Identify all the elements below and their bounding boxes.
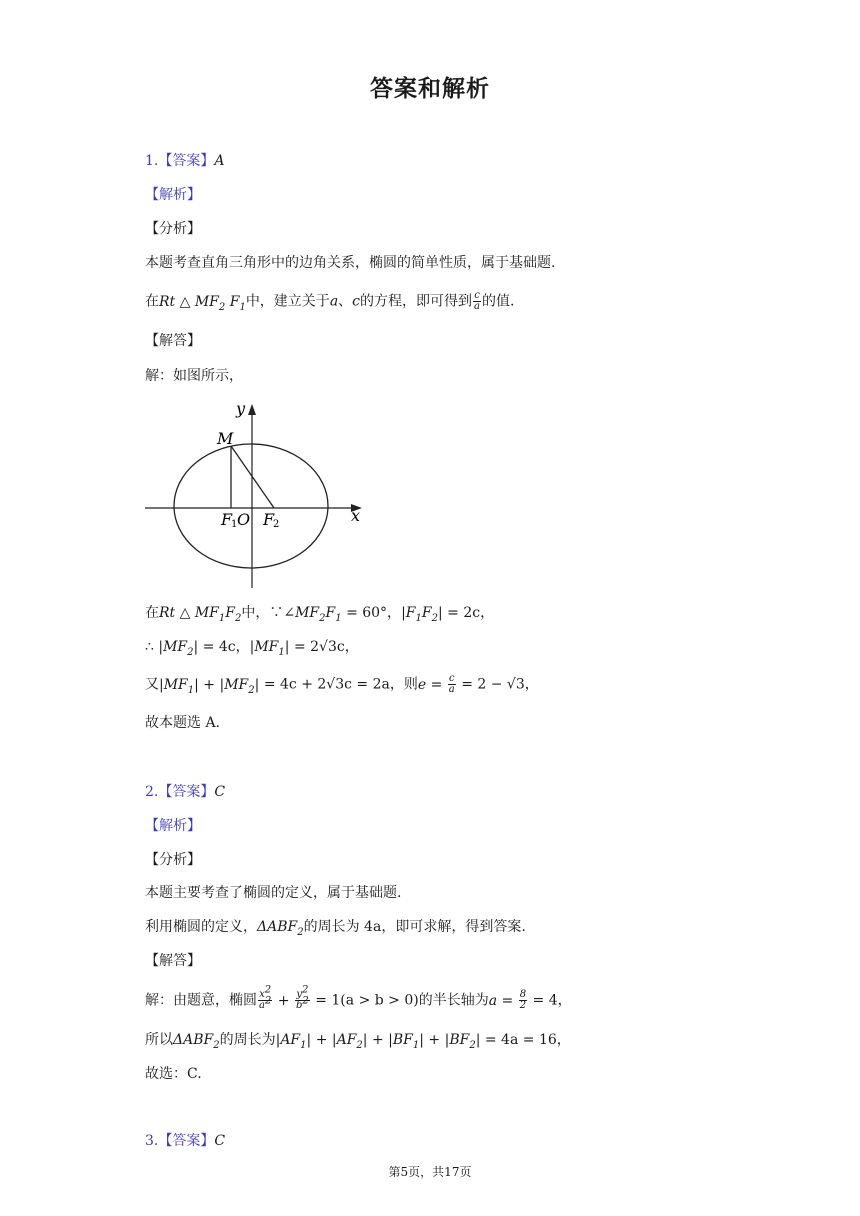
q1-solution-intro: 解：如图所示， [145, 368, 243, 384]
q1-fenxi: 【分析】 [145, 221, 201, 237]
q1-s3-a: 又 [145, 676, 159, 693]
q1-jieda: 【解答】 [145, 333, 201, 349]
M-label: M [217, 429, 234, 448]
q1-step3 [145, 674, 539, 695]
q1-s3-c: = 2 − √3， [461, 676, 539, 693]
q1-s2-c: = 2√3c， [293, 639, 359, 655]
q1-s3-sum: $|MF_1| + |MF_2|$ [159, 676, 264, 696]
q1-step1 [145, 603, 494, 623]
q2-fenxi: 【分析】 [145, 852, 201, 868]
q2-s1-eq: $\frac{x^2}{a^2}$ + $\frac{y^2}{b^2}$ [259, 984, 309, 1011]
q1-step2 [145, 637, 359, 657]
y-axis-arrow [248, 404, 256, 415]
ellipse [174, 444, 328, 568]
q2-s1-c: = 4， [532, 992, 572, 1009]
q1-s1-d: = 2c， [447, 605, 495, 621]
q1-jiexi: 【解析】 [145, 187, 201, 203]
q1-s3-e: e = $\frac{c}{a}$ [417, 673, 455, 695]
q1-s2-b: = 4c， [202, 639, 250, 655]
q2-solution-2 [145, 1030, 571, 1050]
q1-l2-a-var: a [329, 293, 339, 310]
page-footer: 第5页，共17页 [388, 1165, 472, 1179]
q2-solution-1 [145, 984, 572, 1011]
q1-s3-b: = 4c + 2√3c = 2a，则 [263, 676, 418, 693]
q1-s1-b: 中，∵ [241, 605, 284, 621]
q2-s2-tri: $\Delta ABF_2$ [173, 1032, 220, 1051]
q1-l2-triangle: Rt △ $MF_2$ $F_1$ [159, 293, 246, 313]
q2-number: 2. [145, 784, 159, 800]
q2-s2-b: 的周长为 [219, 1032, 276, 1048]
q1-fenxi-text: 本题考查直角三角形中的边角关系，椭圆的简单性质，属于基础题. [145, 255, 556, 271]
q1-s1-tri: Rt △ $MF_1F_2$ [159, 605, 242, 624]
q1-s1-a: 在 [145, 605, 159, 621]
q1-l2-e: 的值. [481, 293, 515, 310]
F1-label: F [221, 510, 233, 529]
q1-l2-fraction: $\frac{c}{a}$ [474, 290, 480, 312]
page-title: 答案和解析 [370, 76, 490, 102]
x-label: x [351, 506, 361, 525]
q1-fenxi-line2 [145, 291, 514, 312]
q1-s2-mf1: $|MF_1|$ [249, 639, 294, 658]
q2-l2-b: 的周长为 4a，即可求解，得到答案. [303, 919, 526, 935]
F2-sub: 2 [273, 519, 280, 530]
q1-s1-c: = 60°， [346, 605, 402, 621]
q1-l2-c-var: c [352, 293, 361, 310]
q2-jiexi: 【解析】 [145, 818, 201, 834]
O-label: O [237, 510, 251, 529]
q2-answer: C [214, 784, 226, 800]
ellipse-figure [140, 396, 380, 596]
q3-answer-line [145, 1131, 225, 1151]
q2-s1-a: 解：由题意，椭圆 [145, 992, 257, 1009]
q1-l2-b: 中，建立关于 [245, 293, 330, 310]
q1-l2-d: 的方程，即可得到 [360, 293, 473, 310]
q2-l2-tri: $\Delta ABF_2$ [257, 919, 304, 938]
F2-label: F [263, 510, 275, 529]
q2-s2-sum: $|AF_1| + |AF_2| + |BF_1| + |BF_2|$ [275, 1032, 485, 1051]
q2-s1-a-eq: a = $\frac{8}{2}$ [488, 989, 527, 1011]
q1-answer-line [145, 151, 224, 171]
q1-answer-tag: 【答案】 [158, 153, 215, 169]
q1-s1-abs: $|F_1F_2|$ [401, 605, 448, 624]
q1-s1-angle: $\angle MF_2F_1$ [283, 605, 342, 624]
y-label: y [236, 399, 246, 418]
q1-number: 1. [145, 153, 159, 169]
q1-l2-c: 、 [338, 293, 353, 310]
q3-answer: C [214, 1133, 226, 1149]
q2-answer-tag: 【答案】 [158, 784, 215, 800]
q1-conclusion: 故本题选 A. [145, 715, 221, 731]
q2-answer-line [145, 782, 225, 802]
q1-l2-a: 在 [145, 293, 159, 310]
q1-answer: A [214, 153, 225, 169]
q1-s2-mf2: $|MF_2|$ [158, 639, 203, 658]
q2-s2-a: 所以 [145, 1032, 173, 1048]
F1-sub: 1 [231, 519, 238, 530]
q3-number: 3. [145, 1133, 159, 1149]
q2-s1-b: = 1(a > b > 0)的半长轴为 [315, 992, 489, 1009]
q3-answer-tag: 【答案】 [158, 1133, 215, 1149]
q2-jieda: 【解答】 [145, 953, 201, 969]
q2-s2-c: = 4a = 16， [484, 1032, 571, 1048]
q1-s2-a: ∴ [145, 639, 154, 655]
q2-fenxi-text: 本题主要考查了椭圆的定义，属于基础题. [145, 885, 402, 901]
q2-fenxi-line2 [145, 917, 526, 937]
q2-solution-3: 故选：C. [145, 1066, 202, 1082]
q2-l2-a: 利用椭圆的定义， [145, 919, 257, 935]
